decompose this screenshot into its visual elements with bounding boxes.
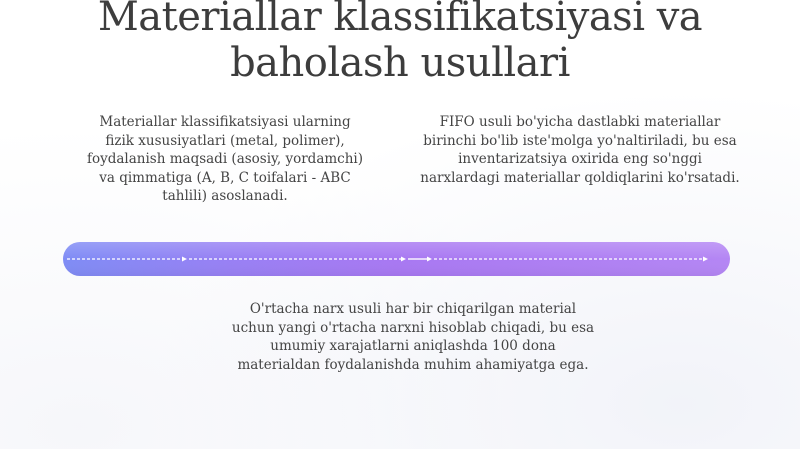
- slide-title: Materiallar klassifikatsiyasi va baholash usullari: [97, 0, 703, 86]
- average-price-paragraph: O'rtacha narx usuli har bir chiqarilgan material uchun yangi o'rtacha narxni hisoblab chiqadi, bu esa umumiy xarajatlarni aniqlashda 100 dona materialdan foydalanishda muhim ahamiyatga ega.: [231, 301, 595, 373]
- timeline-bar: [63, 242, 730, 276]
- classification-paragraph: Materiallar klassifikatsiyasi ularning fizik xususiyatlari (metal, polimer), foydalanish maqsadi (asosiy, yordamchi) va qimmatiga (A, B, C toifalari - ABC tahlili) asoslanadi.: [86, 114, 364, 204]
- timeline-graphic: [63, 242, 730, 276]
- fifo-paragraph: FIFO usuli bo'yicha dastlabki materiallar birinchi bo'lib iste'molga yo'naltiriladi, bu esa inventarizatsiya oxirida eng so'nggi narxlardagi materiallar qoldiqlarini ko'rsatadi.: [420, 114, 740, 186]
